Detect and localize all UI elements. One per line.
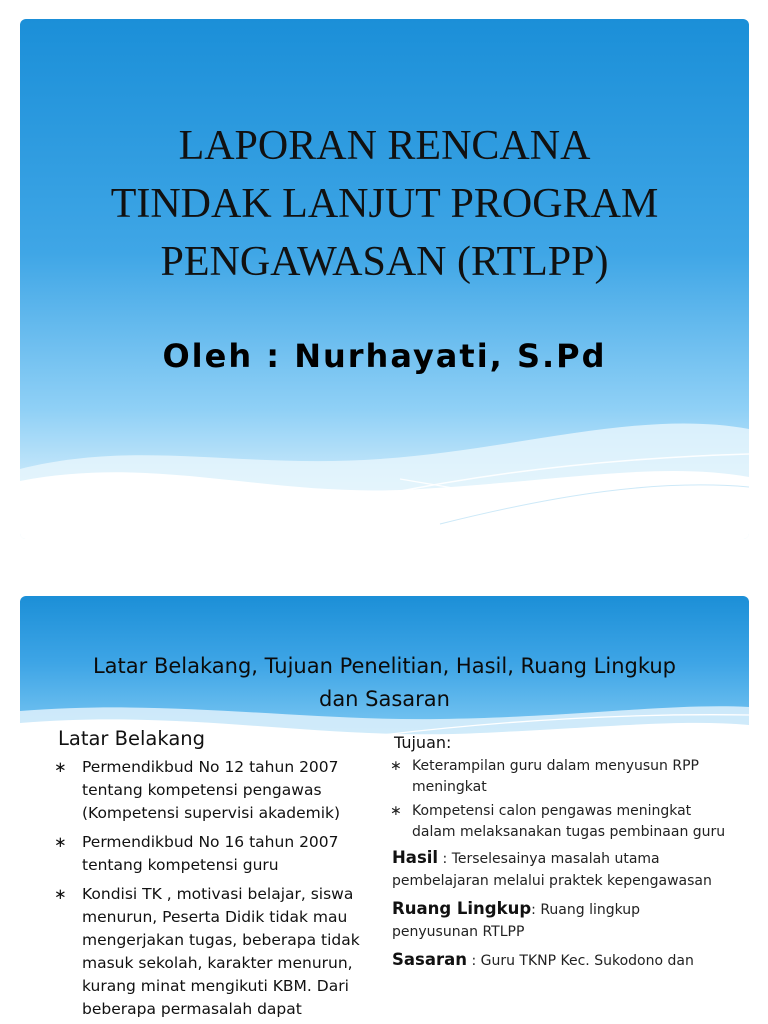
slide1-author: Oleh : Nurhayati, S.Pd [162,337,607,375]
list-item [54,831,384,877]
hasil-label: Hasil [392,848,439,867]
latar-belakang-column [54,727,384,1024]
hasil-paragraph [392,847,730,892]
sasaran-text: : Guru TKNP Kec. Sukodono dan [467,953,694,969]
slide1-wave-decoration [20,399,749,539]
slide1-title [20,117,749,291]
list-item [390,801,730,843]
bullet-star-icon: ∗ [54,885,67,903]
latar-belakang-heading: Latar Belakang [58,727,206,750]
slide1-title-line: PENGAWASAN (RTLPP) [160,239,609,285]
list-item [54,756,384,825]
sasaran-paragraph [392,949,730,972]
bullet-star-icon: ∗ [390,803,402,819]
bullet-star-icon: ∗ [390,758,402,774]
slide1-title-line: TINDAK LANJUT PROGRAM [110,181,659,227]
ruang-lingkup-label: Ruang Lingkup [392,899,532,918]
latar-belakang-list [54,756,384,1021]
list-item-text: Kompetensi calon pengawas meningkat dalam melaksanakan tugas pembinaan guru [412,803,726,840]
slide2-title [20,650,749,716]
tujuan-list [390,756,730,843]
list-item-text: Kondisi TK , motivasi belajar, siswa menurun, Peserta Didik tidak mau mengerjakan tugas, beberapa tidak masuk sekolah, karakter menurun, kurang minat mengikuti KBM. Dari beberapa permasalah dapat [82,885,360,1018]
sasaran-label: Sasaran [392,950,467,969]
ruang-lingkup-text: : Ruang lingkup penyusunan RTLPP [392,902,641,940]
ruang-lingkup-paragraph [392,898,730,943]
slide2-title-line: Latar Belakang, Tujuan Penelitian, Hasil, Ruang Lingkup [92,654,677,678]
tujuan-heading: Tujuan: [394,733,452,752]
title-slide [20,19,749,539]
list-item-text: Keterampilan guru dalam menyusun RPP meningkat [412,758,699,795]
tujuan-column [390,733,730,978]
list-item-text: Permendikbud No 12 tahun 2007 tentang kompetensi pengawas (Kompetensi supervisi akademik) [82,758,341,822]
list-item [390,756,730,798]
slide1-title-line: LAPORAN RENCANA [178,123,591,169]
hasil-text: : Terselesainya masalah utama pembelajaran melalui praktek kepengawasan [392,851,712,889]
content-slide [20,596,749,1024]
bullet-star-icon: ∗ [54,758,67,776]
slide2-title-line: dan Sasaran [318,687,450,711]
list-item [54,883,384,1021]
list-item-text: Permendikbud No 16 tahun 2007 tentang kompetensi guru [82,833,339,874]
bullet-star-icon: ∗ [54,833,67,851]
